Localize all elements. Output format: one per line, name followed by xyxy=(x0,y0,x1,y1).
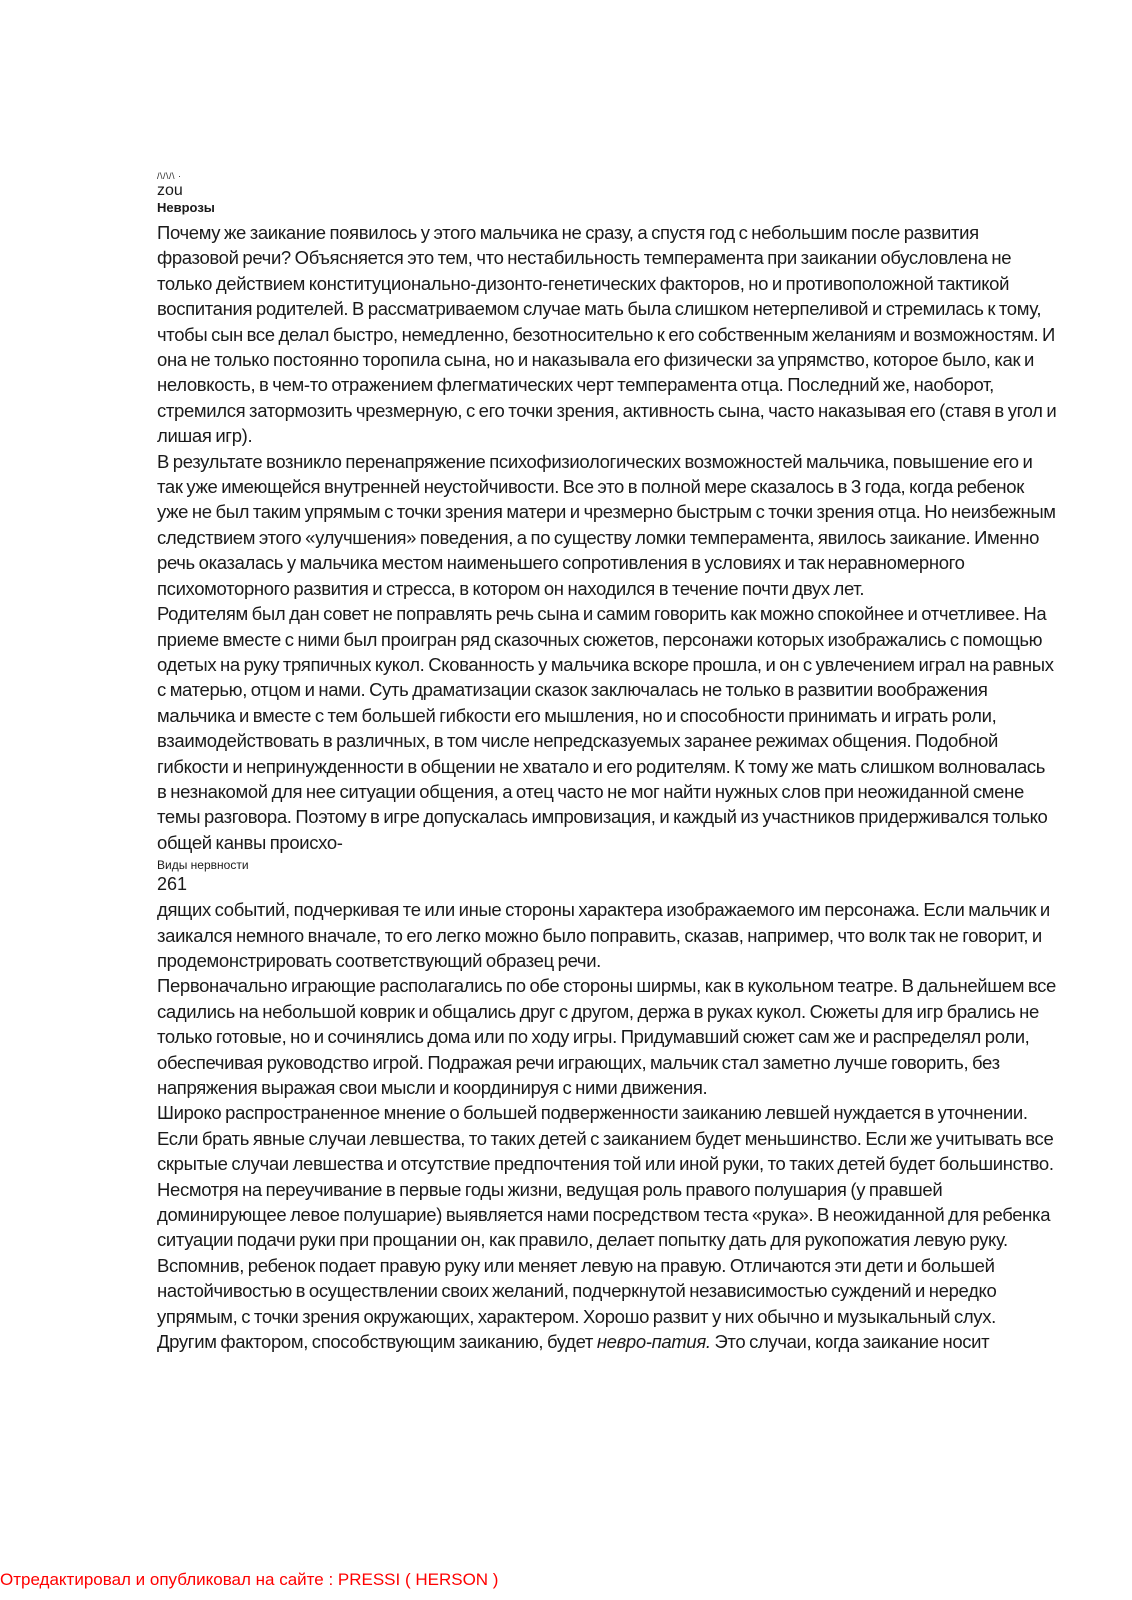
paragraph: Широко распространенное мнение о большей подверженности заиканию левшей нуждается в уточнении. Если брать явные случаи левшества, то таких детей с заиканием будет меньшинство. Если же учитывать все скрытые случаи левшества и отсутствие предпочтения той или иной руки, то таких детей будет большинство. Несмотря на переучивание в первые годы жизни, ведущая роль правого полушария (у правшей доминирующее левое полушарие) выявляется нами посредством теста «рука». В неожиданной для ребенка ситуации подачи руки при прощании он, как правило, делает попытку дать для рукопожатия левую руку. Вспомнив, ребенок подает правую руку или меняет левую на правую. Отличаются эти дети и большей настойчивостью в осуществлении своих желаний, подчеркнутой независимостью суждений и нередко упрямым, с точки зрения окружающих, характером. Хорошо развит у них обычно и музыкальный слух. xyxy=(157,1102,1054,1327)
emphasis-term: невро-патия. xyxy=(596,1331,711,1353)
paragraph: дящих событий, подчеркивая те или иные стороны характера изображаемого им персонажа. Если мальчик и заикался немного вначале, то его легко можно было поправить, сказав, например, что волк так не говорит, и продемонстрировать соответствующий образец речи. xyxy=(157,899,1050,971)
paragraph: Первоначально играющие располагались по обе стороны ширмы, как в кукольном театре. В дальнейшем все садились на небольшой коврик и общались друг с другом, держа в руках кукол. Сюжеты для игр брались не только готовые, но и сочинялись дома или по ходу игры. Придумавший сюжет сам же и распределял роли, обеспечивая руководство игрой. Подражая речи играющих, мальчик стал заметно лучше говорить, без напряжения выражая свои мысли и координируя с ними движения. xyxy=(157,975,1056,1098)
last-paragraph-end: Это случаи, когда заикание носит xyxy=(710,1331,990,1353)
paragraph: Почему же заикание появилось у этого мальчика не сразу, а спустя год с небольшим после развития фразовой речи? Объясняется это тем, что нестабильность темперамента при заикании обусловлена не только действием конституционально-дизонто-генетических факторов, но и противоположной тактикой воспитания родителей. В рассматриваемом случае мать была слишком нетерпеливой и стремилась к тому, чтобы сын все делал быстро, немедленно, безотносительно к его собственным желаниям и возможностям. И она не только постоянно торопила сына, но и наказывала его физически за упрямство, которое было, как и неловкость, в чем-то отражением флегматических черт темперамента отца. Последний же, наоборот, стремился затормозить чрезмерную, с его точки зрения, активность сына, часто наказывая его (ставя в угол и лишая игр). xyxy=(157,222,1057,447)
paragraph: В результате возникло перенапряжение психофизиологических возможностей мальчика, повышение его и так уже имеющейся внутренней неустойчивости. Все это в полной мере сказалось в 3 года, когда ребенок уже не был таким упрямым с точки зрения матери и чрезмерно быстрым с точки зрения отца. Но неизбежным следствием этого «улучшения» поведения, а по существу ломки темперамента, явилось заикание. Именно речь оказалась у мальчика местом наименьшего сопротивления в условиях и так неравномерного психомоторного развития и стресса, в котором он находился в течение почти двух лет. xyxy=(157,450,1056,599)
section-title: Неврозы xyxy=(157,200,215,215)
running-head: Виды нервности xyxy=(157,858,249,873)
page-content xyxy=(157,170,1057,1354)
paragraph-last xyxy=(157,1329,1057,1354)
last-paragraph-start: Другим фактором, способствующим заиканию, будет xyxy=(157,1331,597,1353)
paragraph: Родителям был дан совет не поправлять речь сына и самим говорить как можно спокойнее и отчетливее. На приеме вместе с ними был проигран ряд сказочных сюжетов, персонажи которых изображались с помощью одетых на руку тряпичных кукол. Скованность у мальчика вскоре прошла, и он с увлечением играл на равных с матерью, отцом и нами. Суть драматизации сказок заключалась не только в развитии воображения мальчика и вместе с тем большей гибкости его мышления, но и способности принимать и играть роли, взаимодействовать в различных, в том числе непредсказуемых заранее режимах общения. Подобной гибкости и непринужденности в общении не хватало и его родителям. К тому же мать слишком волновалась в незнакомой для нее ситуации общения, а отец часто не мог найти нужных слов при неожиданной смене темы разговора. Поэтому в игре допускалась импровизация, и каждый из участников придерживался только общей канвы происхо- xyxy=(157,603,1054,853)
site-footer-note: Отредактировал и опубликовал на сайте : PRESSI ( HERSON ) xyxy=(0,1570,499,1589)
header-code: zou xyxy=(157,182,183,199)
header-mark: /\/\/\ · xyxy=(157,171,182,181)
page-number: 261 xyxy=(157,874,188,895)
